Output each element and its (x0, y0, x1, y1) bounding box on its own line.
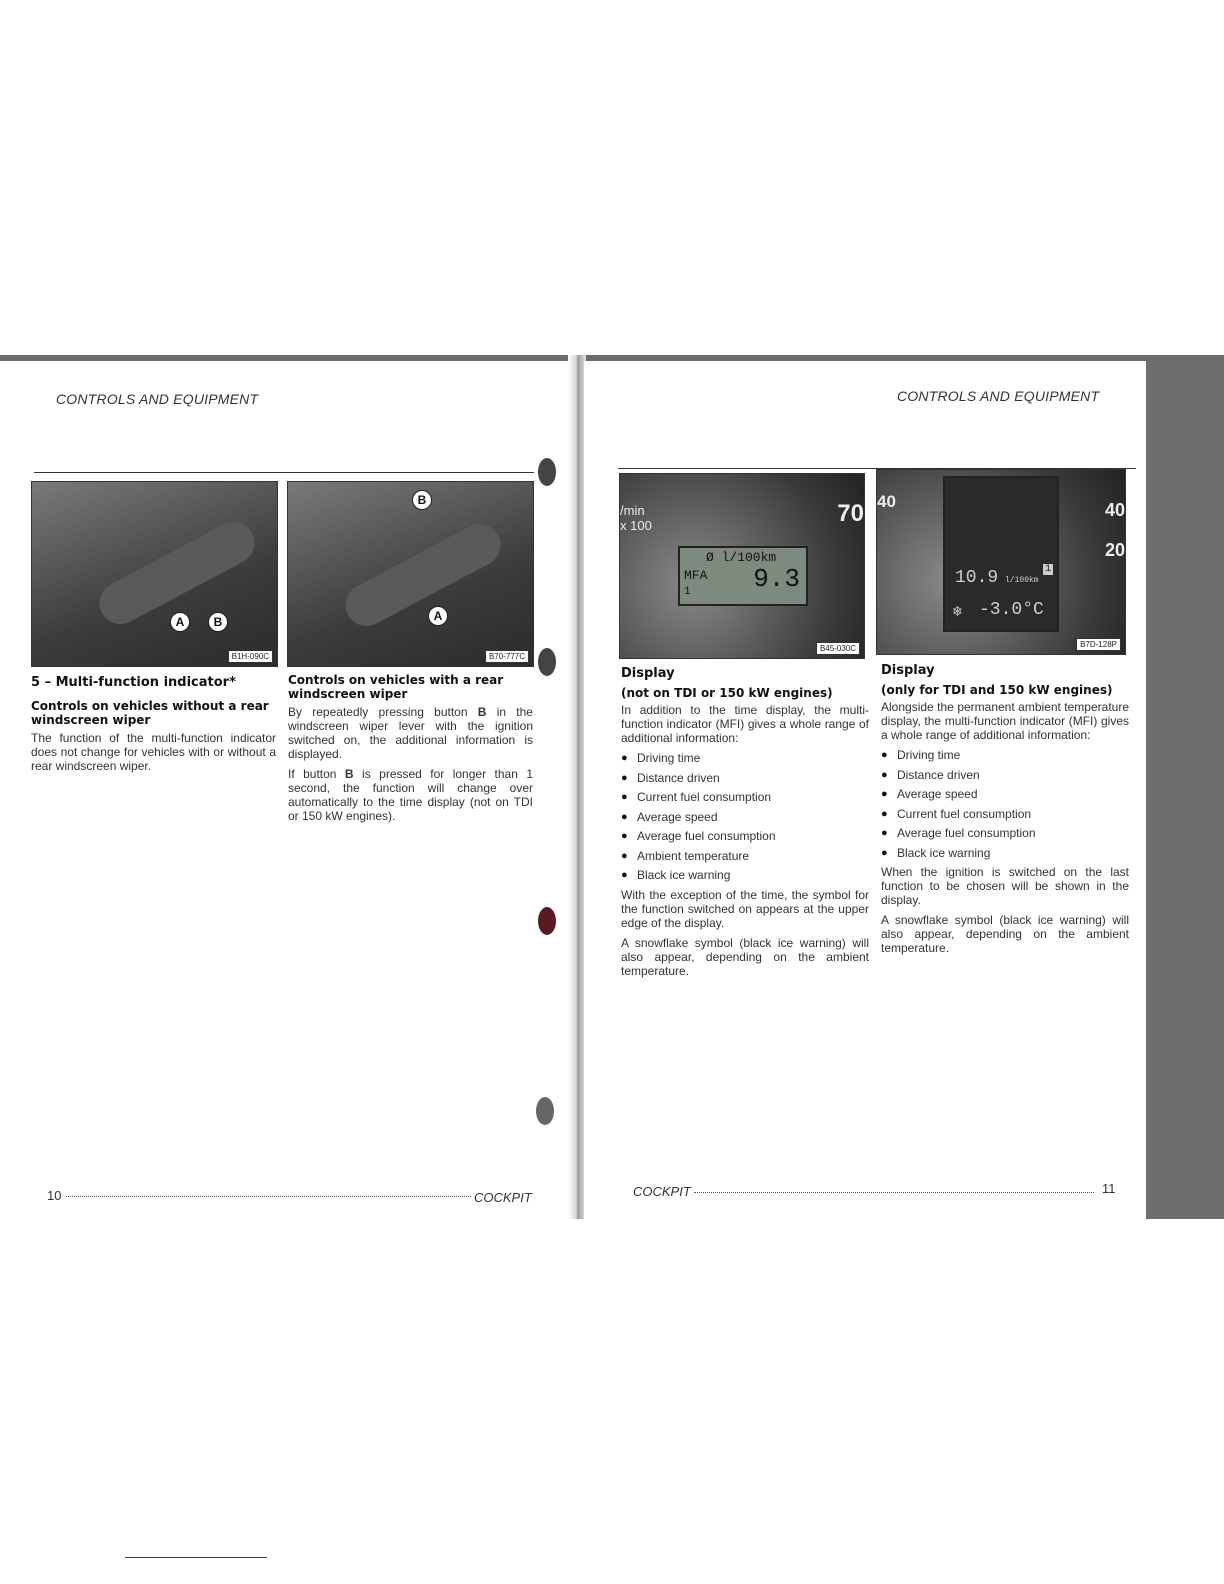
figure-wiper-lever-photo-2 (287, 481, 534, 667)
feature-list (881, 748, 1129, 860)
running-head-right: CONTROLS AND EQUIPMENT (897, 388, 1100, 404)
gauge-right-number-2: 20 (1104, 540, 1125, 560)
list-item: ● Average fuel consumption (881, 826, 1129, 840)
gauge-left-number: 40 (877, 492, 896, 511)
gauge-number: 70 (837, 500, 864, 527)
feature-list (621, 751, 869, 882)
col-heading: Display (621, 666, 675, 681)
callout-b: B (412, 490, 432, 510)
paragraph: The function of the multi-function indicator does not change for vehicles with or without a rear windscreen wiper. (31, 731, 276, 773)
left-page (0, 361, 574, 1219)
paragraph-2: If button B is pressed for longer than 1 second, the function will change over automatically to the time display (not on TDI or 150 kW engines). (288, 767, 533, 823)
intro: In addition to the time display, the multi-function indicator (MFI) gives a whole range of additional information: (621, 703, 869, 745)
mfa-lcd-display (678, 546, 808, 606)
right-column-2 (881, 663, 1129, 961)
col-subheading: (only for TDI and 150 kW engines) (881, 683, 1113, 697)
list-item: ● Black ice warning (881, 846, 1129, 860)
punch-hole (538, 458, 556, 486)
lcd-unit: Ø l/100km (706, 550, 777, 565)
col-subheading: (not on TDI or 150 kW engines) (621, 686, 833, 700)
left-column-1 (31, 699, 276, 779)
list-item: ● Distance driven (881, 768, 1129, 782)
page-number-left: 10 (47, 1188, 62, 1203)
col-heading: Controls on vehicles with a rear windscreen wiper (288, 673, 504, 701)
scan-right-edge (1146, 355, 1224, 1219)
callout-b: B (208, 612, 228, 632)
list-item: ● Driving time (881, 748, 1129, 762)
lcd-value: 10.9 (955, 568, 999, 588)
lcd-memory: 1 (684, 586, 691, 598)
punch-hole (538, 907, 556, 935)
list-item: ● Average speed (621, 810, 869, 824)
lcd-temperature: -3.0°C (979, 600, 1044, 620)
list-item: ● Average fuel consumption (621, 829, 869, 843)
paragraph-1: When the ignition is switched on the last function to be chosen will be shown in the display. (881, 865, 1129, 907)
lcd-mode: MFA (684, 568, 708, 583)
mfi-lcd-display (943, 476, 1059, 632)
figure-code: B70-777C (485, 650, 529, 663)
lcd-memory: 1 (1044, 564, 1051, 575)
list-item: ● Average speed (881, 787, 1129, 801)
figure-code: B45-030C (816, 642, 860, 655)
paragraph-2: A snowflake symbol (black ice warning) will also appear, depending on the ambient temperature. (621, 935, 869, 978)
callout-a: A (428, 606, 448, 626)
gauge-right-number-1: 40 (1104, 500, 1125, 520)
snowflake-icon: ❄ (953, 604, 963, 621)
col-heading: Display (881, 663, 935, 678)
figure-mfa-display-photo (619, 473, 865, 659)
figure-mfi-display-photo (876, 469, 1126, 655)
paragraph-1: By repeatedly pressing button B in the windscreen wiper lever with the ignition switched on, the additional information is displayed. (288, 705, 533, 761)
footer-label-right: COCKPIT (633, 1184, 691, 1199)
page-number-right: 11 (1102, 1181, 1116, 1196)
bottom-blue-line (125, 1557, 267, 1558)
gauge-unit-scale: x 100 (620, 518, 652, 533)
footer-label-left: COCKPIT (474, 1190, 532, 1205)
paragraph-1: With the exception of the time, the symbol for the function switched on appears at the upper edge of the display. (621, 887, 869, 930)
footer-rule-right (694, 1192, 1094, 1194)
section-title: 5 – Multi-function indicator* (31, 675, 236, 690)
punch-hole (536, 1097, 554, 1125)
list-item: ● Current fuel consumption (621, 790, 869, 804)
intro: Alongside the permanent ambient temperature display, the multi-function indicator (MFI) gives a whole range of additional information: (881, 700, 1129, 742)
left-column-2 (288, 673, 533, 829)
running-head-left: CONTROLS AND EQUIPMENT (56, 391, 259, 407)
list-item: ● Ambient temperature (621, 849, 869, 863)
figure-code: B7D-128P (1076, 638, 1121, 651)
right-page (584, 361, 1146, 1219)
lcd-unit: l/100km (1005, 576, 1039, 585)
right-column-1 (621, 666, 869, 984)
footer-rule-left (66, 1196, 471, 1198)
list-item: ● Black ice warning (621, 868, 869, 882)
figure-wiper-lever-photo-1 (31, 481, 278, 667)
col-heading: Controls on vehicles without a rear windscreen wiper (31, 699, 269, 727)
lever-shape (338, 517, 508, 634)
callout-a: A (170, 612, 190, 632)
header-rule-left (34, 472, 534, 473)
list-item: ● Distance driven (621, 771, 869, 785)
list-item: ● Current fuel consumption (881, 807, 1129, 821)
figure-code: B1H-090C (228, 650, 273, 663)
punch-hole (538, 648, 556, 676)
list-item: ● Driving time (621, 751, 869, 765)
lcd-value: 9.3 (753, 564, 800, 594)
book-spread (0, 355, 1224, 1225)
paragraph-2: A snowflake symbol (black ice warning) will also appear, depending on the ambient temperature. (881, 913, 1129, 955)
gauge-unit-label: /min (620, 503, 645, 518)
